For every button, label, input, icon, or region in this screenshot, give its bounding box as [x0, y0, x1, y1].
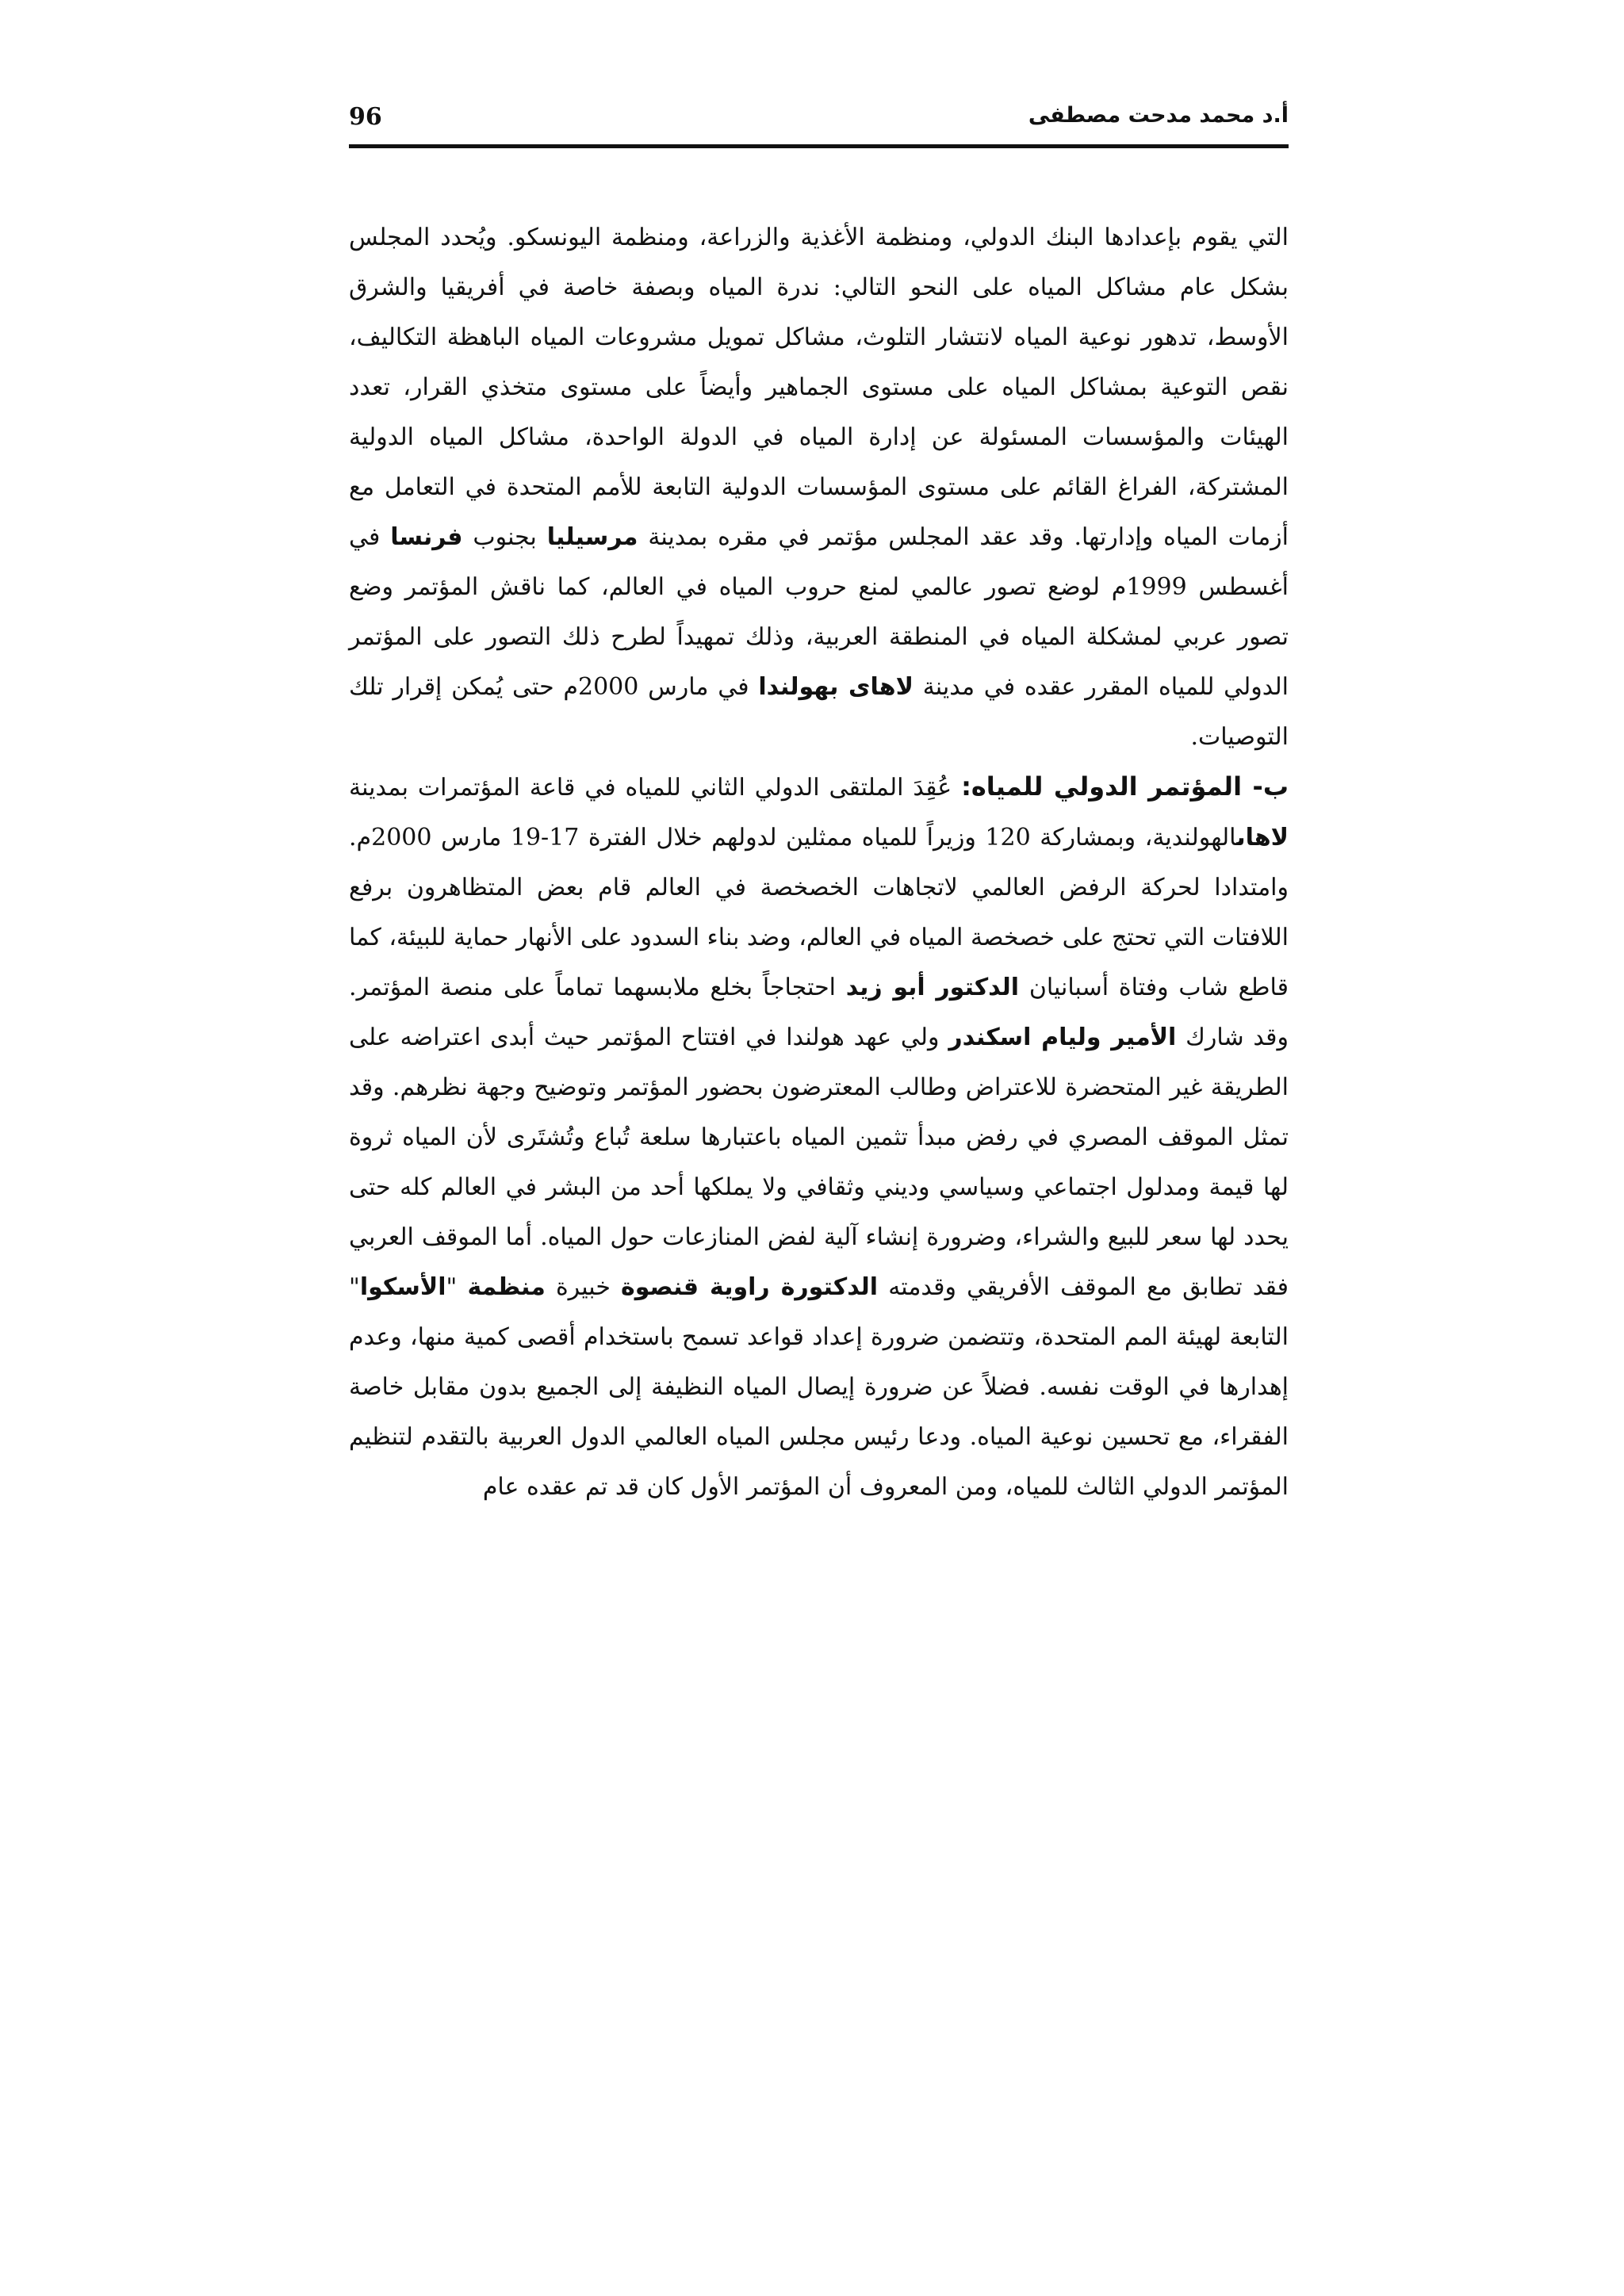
paragraph-council: [349, 212, 1289, 762]
text-segment: عُقِدَ الملتقى الدولي الثاني للمياه في قاعة المؤتمرات بمدينة: [349, 774, 952, 802]
bold-term-escwa: الأسكوا: [359, 1273, 446, 1301]
running-head-author: أ.د محمد مدحت مصطفى: [1028, 103, 1289, 128]
paragraph-conference: [349, 762, 1289, 1512]
body-text: [349, 212, 1289, 1512]
text-segment: في أغسطس 1999م لوضع تصور عالمي لمنع حروب المياه في العالم، كما ناقش المؤتمر وضع تصور عربي لمشكلة المياه في المنطقة العربية، وذلك تمهيداً لطرح ذلك التصور على المؤتمر الدولي للمياه المقرر عقده في مدينة: [349, 523, 1289, 701]
bold-term-rawia: الدكتورة راوية قنصوة: [621, 1273, 879, 1301]
text-segment: التي يقوم بإعدادها البنك الدولي، ومنظمة الأغذية والزراعة، ومنظمة اليونسكو. ويُحدد المجلس بشكل عام مشاكل المياه على النحو التالي: ندرة المياه وبصفة خاصة في أفريقيا والشرق الأوسط، تدهور نوعية المياه لانتشار التلوث، مشاكل تمويل مشروعات المياه الباهظة التكاليف، نقص التوعية بمشاكل المياه على مستوى الجماهير وأيضاً على مستوى متخذي القرار، تعدد الهيئات والمؤسسات المسئولة عن إدارة المياه في الدولة الواحدة، مشاكل المياه الدولية المشتركة، الفراغ القائم على مستوى المؤسسات الدولية التابعة للأمم المتحدة في التعامل مع أزمات المياه وإدارتها. وقد عقد المجلس مؤتمر في مقره بمدينة: [349, 224, 1289, 551]
page-header: [349, 103, 1289, 143]
text-segment: في مارس 2000م حتى يُمكن إقرار تلك التوصيات.: [349, 673, 1289, 751]
bold-term-france: فرنسا: [390, 523, 463, 551]
bold-term-prince: الأمير وليام اسكندر: [948, 1024, 1177, 1051]
text-segment: " التابعة لهيئة المم المتحدة، وتتضمن ضرورة إعداد قواعد تسمح باستخدام أقصى كمية منها، وعدم إهدارها في الوقت نفسه. فضلاً عن ضرورة إيصال المياه النظيفة إلى الجميع بدون مقابل خاصة الفقراء، مع تحسين نوعية المياه. ودعا رئيس مجلس المياه العالمي الدول العربية بالتقدم لتنظيم المؤتمر الدولي الثالث للمياه، ومن المعروف أن المؤتمر الأول كان قد تم عقده عام: [349, 1273, 1289, 1501]
text-segment: خبيرة: [555, 1273, 611, 1301]
bold-term-organization: منظمة: [467, 1273, 546, 1301]
page-number: 96: [349, 103, 382, 131]
header-rule: [349, 144, 1289, 148]
section-heading: ب- المؤتمر الدولي للمياه:: [961, 771, 1289, 802]
text-segment: الهولندية، وبمشاركة 120 وزيراً للمياه ممثلين لدولهم خلال الفترة 17-19 مارس 2000م. وامتدادا لحركة الرفض العالمي لاتجاهات الخصخصة في العالم قام بعض المتظاهرون برفع اللافتات التي تحتج على خصخصة المياه في العالم، وضد بناء السدود على الأنهار حماية للبيئة، كما قاطع شاب وفتاة أسبانيان: [349, 824, 1289, 1001]
text-segment: ولي عهد هولندا في افتتاح المؤتمر حيث أبدى اعتراضه على الطريقة غير المتحضرة للاعتراض وطالب المعترضون بحضور المؤتمر وتوضيح وجهة نظرهم. وقد تمثل الموقف المصري في رفض مبدأ تثمين المياه باعتبارها سلعة تُباع وتُشتَرى لأن المياه ثروة لها قيمة ومدلول اجتماعي وسياسي وديني وثقافي ولا يملكها أحد من البشر في العالم كله حتى يحدد لها سعر للبيع والشراء، وضرورة إنشاء آلية لفض المنازعات حول المياه. أما الموقف العربي فقد تطابق مع الموقف الأفريقي وقدمته: [349, 1024, 1289, 1301]
text-segment: احتجاجاً بخلع ملابسهما تماماً على منصة المؤتمر. وقد شارك: [349, 974, 1289, 1051]
text-segment: بجنوب: [473, 523, 537, 551]
bold-term-hague: لاهاى: [1236, 824, 1289, 851]
text-segment: ": [446, 1273, 458, 1301]
bold-term-abu-zaid: الدكتور أبو زيد: [845, 974, 1020, 1001]
bold-term-hague: لاهاى بهولندا: [758, 673, 914, 701]
bold-term-marseille: مرسيليا: [546, 523, 638, 551]
